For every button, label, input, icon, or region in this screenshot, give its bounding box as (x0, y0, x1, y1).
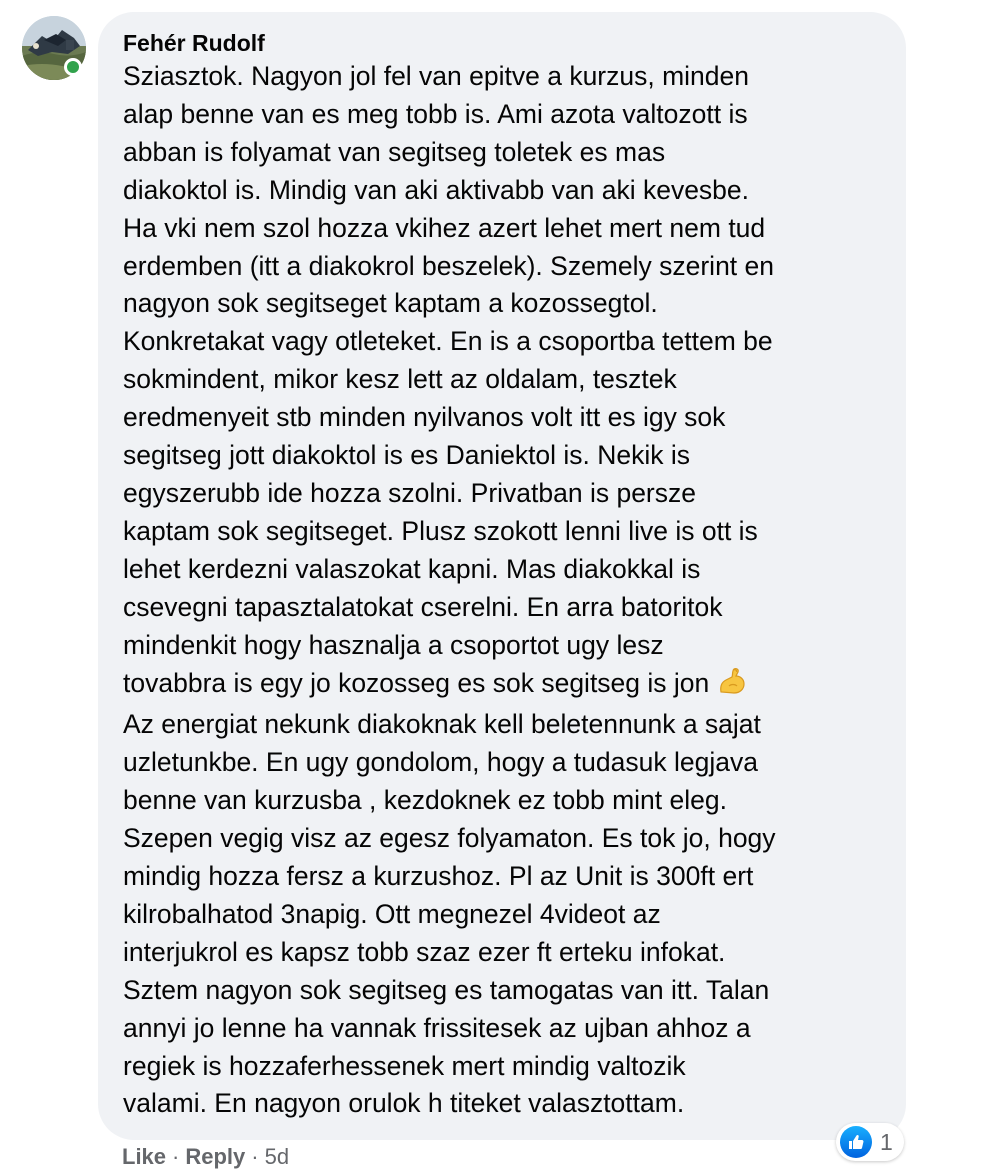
comment-actions (122, 1142, 289, 1172)
comment-bubble (98, 12, 906, 1140)
comment-text-line: interjukrol es kapsz tobb szaz ezer ft erteku infokat. (123, 936, 726, 967)
comment-text-line: erdemben (itt a diakokrol beszelek). Szemely szerint en (123, 250, 775, 281)
comment-text-line: abban is folyamat van segitseg toletek es mas (123, 136, 666, 167)
comment-text-line: Konkretakat vagy otleteket. En is a csoportba tettem be (123, 326, 773, 357)
separator: · (251, 1144, 259, 1169)
comment-text-line: annyi jo lenne ha vannak frissitesek az ujban ahhoz a (123, 1012, 751, 1043)
comment-text-line: benne van kurzusba , kezdoknek ez tobb mint eleg. (123, 785, 727, 816)
comment-text-line: csevegni tapasztalatokat cserelni. En arra batoritok (123, 591, 723, 622)
comment-text-line: Ha vki nem szol hozza vkihez azert lehet mert nem tud (123, 212, 766, 243)
comment-text-line: eredmenyeit stb minden nyilvanos volt itt es igy sok (123, 402, 726, 433)
comment-text-line: alap benne van es meg tobb is. Ami azota valtozott is (123, 98, 748, 129)
separator: · (172, 1144, 180, 1169)
comment-text-line: kilrobalhatod 3napig. Ott megnezel 4videot az (123, 898, 661, 929)
like-button[interactable]: Like (122, 1144, 167, 1169)
comment-text-line: Sztem nagyon sok segitseg es tamogatas van itt. Talan (123, 974, 770, 1005)
comment-text-line: regiek is hozzaferhessenek mert mindig valtozik (123, 1050, 686, 1081)
comment-text-line: nagyon sok segitseget kaptam a kozossegtol. (123, 288, 658, 319)
comment-text-line: kaptam sok segitseget. Plusz szokott lenni live is ott is (123, 515, 758, 546)
comment-author[interactable]: Fehér Rudolf (123, 30, 265, 56)
reaction-summary[interactable] (836, 1123, 904, 1161)
comment-text-line: sokmindent, mikor kesz lett az oldalam, tesztek (123, 364, 677, 395)
comment-timestamp[interactable]: 5d (264, 1144, 290, 1169)
comment-body (123, 58, 886, 1123)
comment-text-line: tovabbra is egy jo kozosseg es sok segitseg is jon (123, 665, 886, 707)
comment-text-line: mindig hozza fersz a kurzushoz. Pl az Unit is 300ft ert (123, 861, 754, 892)
comment-text-line: mindenkit hogy hasznalja a csoportot ugy lesz (123, 629, 664, 660)
comment-text-line: Az energiat nekunk diakoknak kell beletennunk a sajat (123, 709, 761, 740)
comment-text-line: egyszerubb ide hozza szolni. Privatban is persze (123, 477, 696, 508)
comment-text-line: lehet kerdezni valaszokat kapni. Mas diakokkal is (123, 553, 701, 584)
comment-text-line: segitseg jott diakoktol is es Daniektol is. Nekik is (123, 440, 691, 471)
like-thumb-icon (840, 1126, 872, 1158)
online-status-indicator (64, 58, 82, 76)
comment-text-line: valami. En nagyon orulok h titeket valasztottam. (123, 1088, 685, 1119)
comment-text-line: Sziasztok. Nagyon jol fel van epitve a kurzus, minden (123, 61, 750, 91)
reply-button[interactable]: Reply (185, 1144, 246, 1169)
reaction-count: 1 (880, 1128, 893, 1155)
comment-text-line: uzletunkbe. En ugy gondolom, hogy a tudasuk legjava (123, 747, 758, 778)
comment-text-line: Szepen vegig visz az egesz folyamaton. Es tok jo, hogy (123, 823, 776, 854)
comment-text-line: diakoktol is. Mindig van aki aktivabb van aki kevesbe. (123, 174, 750, 205)
flexed-biceps-icon (717, 666, 747, 707)
